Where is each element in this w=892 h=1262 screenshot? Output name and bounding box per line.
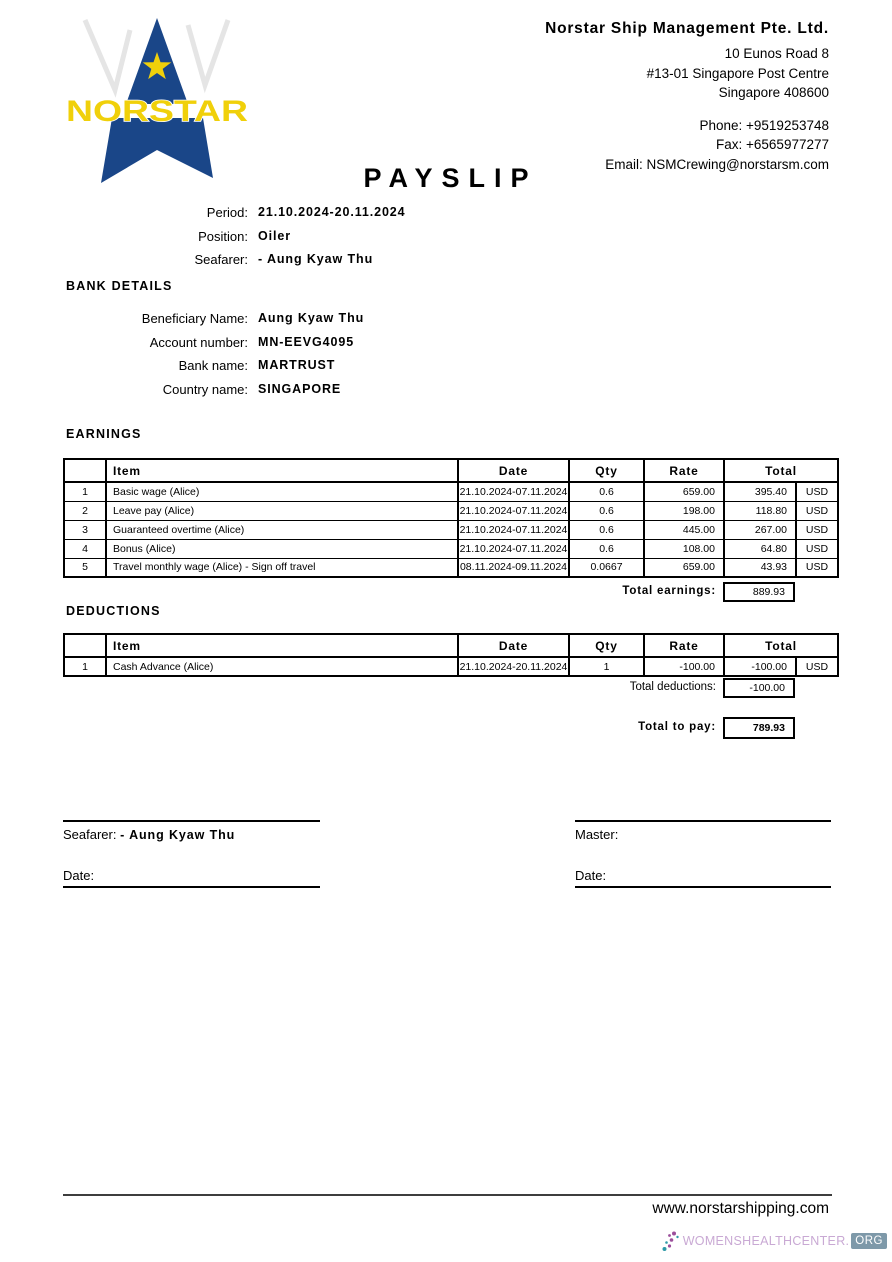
seafarer-label: Seafarer: (194, 252, 248, 267)
bankname-label: Bank name: (178, 358, 248, 373)
footer-divider (63, 1194, 832, 1196)
col-qty: Qty (569, 634, 644, 657)
company-address-line: Singapore 408600 (718, 85, 829, 100)
col-num (64, 459, 106, 482)
signature-master-label: Master: (575, 827, 619, 842)
cell-rate: 108.00 (644, 539, 724, 558)
total-deductions-value: -100.00 (749, 682, 785, 694)
col-item: Item (106, 459, 458, 482)
earnings-header-row (64, 459, 838, 482)
company-website: www.norstarshipping.com (652, 1200, 829, 1217)
col-item: Item (106, 634, 458, 657)
cell-currency: USD (796, 539, 838, 558)
total-earnings-box (723, 582, 795, 602)
cell-num: 2 (64, 501, 106, 520)
deductions-table (63, 633, 839, 677)
country-label: Country name: (162, 381, 248, 397)
cell-currency: USD (796, 520, 838, 539)
bankname-value: MARTRUST (258, 358, 336, 372)
cell-rate: 445.00 (644, 520, 724, 539)
cell-rate: 659.00 (644, 558, 724, 577)
bank-row-bankname (63, 358, 364, 382)
position-label: Position: (198, 228, 248, 244)
col-total: Total (724, 634, 838, 657)
total-to-pay-value: 789.93 (752, 722, 785, 734)
company-header (545, 20, 829, 174)
account-value: MN-EEVG4095 (258, 334, 355, 349)
page-title: PAYSLIP (363, 163, 538, 193)
cell-currency: USD (796, 657, 838, 676)
total-deductions-label: Total deductions: (629, 681, 716, 693)
company-fax: Fax: +6565977277 (716, 137, 829, 152)
total-to-pay-label: Total to pay: (638, 721, 716, 733)
earnings-row (64, 520, 838, 539)
cell-total: 267.00 (724, 520, 796, 539)
cell-qty: 0.6 (569, 520, 644, 539)
company-email: Email: NSMCrewing@norstarsm.com (605, 156, 829, 172)
cell-item: Cash Advance (Alice) (106, 657, 458, 676)
date-label: Date: (63, 868, 95, 883)
account-label: Account number: (149, 334, 248, 350)
cell-date: 08.11.2024-09.11.2024 (458, 558, 569, 577)
cell-num: 4 (64, 539, 106, 558)
period-label: Period: (206, 205, 248, 220)
earnings-row (64, 539, 838, 558)
cell-qty: 0.6 (569, 539, 644, 558)
cell-currency: USD (796, 501, 838, 520)
date-label: Date: (575, 868, 607, 883)
cell-num: 5 (64, 558, 106, 577)
cell-currency: USD (796, 482, 838, 501)
cell-total: 118.80 (724, 501, 796, 520)
cell-qty: 0.6 (569, 501, 644, 520)
bank-row-beneficiary (63, 311, 364, 335)
col-qty: Qty (569, 459, 644, 482)
deductions-heading: DEDUCTIONS (66, 604, 161, 618)
total-to-pay-box (723, 717, 795, 739)
watermark-text: WOMENSHEALTHCENTER. (682, 1234, 850, 1248)
cell-total: -100.00 (724, 657, 796, 676)
col-total: Total (724, 459, 838, 482)
cell-total: 64.80 (724, 539, 796, 558)
col-num (64, 634, 106, 657)
col-date: Date (458, 634, 569, 657)
earnings-row (64, 558, 838, 577)
seafarer-signature-block (63, 820, 320, 842)
cell-item: Guaranteed overtime (Alice) (106, 520, 458, 539)
cell-qty: 1 (569, 657, 644, 676)
cell-num: 3 (64, 520, 106, 539)
info-row-seafarer (63, 252, 406, 276)
cell-total: 43.93 (724, 558, 796, 577)
cell-date: 21.10.2024-07.11.2024 (458, 539, 569, 558)
cell-item: Basic wage (Alice) (106, 482, 458, 501)
bank-details-heading: BANK DETAILS (66, 279, 173, 293)
total-earnings-value: 889.93 (752, 586, 785, 598)
master-signature-block (575, 820, 831, 842)
earnings-row (64, 482, 838, 501)
deductions-header-row (64, 634, 838, 657)
info-row-period (63, 205, 406, 229)
master-date-line (575, 866, 831, 888)
bank-row-account (63, 335, 364, 359)
info-row-position (63, 229, 406, 253)
company-phone: Phone: +9519253748 (699, 117, 829, 133)
cell-item: Leave pay (Alice) (106, 501, 458, 520)
watermark-dots-icon (661, 1230, 681, 1252)
cell-date: 21.10.2024-07.11.2024 (458, 482, 569, 501)
logo-wordmark: NORSTAR (66, 95, 249, 128)
company-name: Norstar Ship Management Pte. Ltd. (545, 20, 829, 37)
cell-num: 1 (64, 482, 106, 501)
cell-date: 21.10.2024-20.11.2024 (458, 657, 569, 676)
total-deductions-box (723, 678, 795, 698)
cell-currency: USD (796, 558, 838, 577)
bank-row-country (63, 382, 364, 406)
earnings-heading: EARNINGS (66, 427, 142, 441)
earnings-table (63, 458, 839, 578)
cell-item: Bonus (Alice) (106, 539, 458, 558)
company-address-line: #13-01 Singapore Post Centre (646, 65, 829, 81)
cell-date: 21.10.2024-07.11.2024 (458, 501, 569, 520)
seafarer-date-line (63, 866, 320, 888)
company-address-line: 10 Eunos Road 8 (724, 46, 829, 61)
cell-qty: 0.6 (569, 482, 644, 501)
cell-rate: 198.00 (644, 501, 724, 520)
position-value: Oiler (258, 228, 291, 243)
seafarer-value: - Aung Kyaw Thu (258, 252, 374, 266)
country-value: SINGAPORE (258, 381, 342, 396)
cell-total: 395.40 (724, 482, 796, 501)
womenshealthcenter-watermark (661, 1230, 887, 1252)
payslip-info (63, 205, 406, 276)
signature-seafarer-label: Seafarer: (63, 827, 117, 842)
cell-num: 1 (64, 657, 106, 676)
col-date: Date (458, 459, 569, 482)
earnings-row (64, 501, 838, 520)
col-rate: Rate (644, 459, 724, 482)
cell-qty: 0.0667 (569, 558, 644, 577)
bank-details (63, 311, 364, 405)
beneficiary-label: Beneficiary Name: (141, 311, 248, 326)
signature-seafarer-name: - Aung Kyaw Thu (120, 828, 236, 842)
cell-date: 21.10.2024-07.11.2024 (458, 520, 569, 539)
period-value: 21.10.2024-20.11.2024 (258, 205, 406, 219)
watermark-org-badge: ORG (851, 1233, 887, 1249)
col-rate: Rate (644, 634, 724, 657)
cell-rate: -100.00 (644, 657, 724, 676)
cell-rate: 659.00 (644, 482, 724, 501)
cell-item: Travel monthly wage (Alice) - Sign off travel (106, 558, 458, 577)
beneficiary-value: Aung Kyaw Thu (258, 311, 365, 325)
total-earnings-label: Total earnings: (622, 585, 716, 597)
deductions-row (64, 657, 838, 676)
